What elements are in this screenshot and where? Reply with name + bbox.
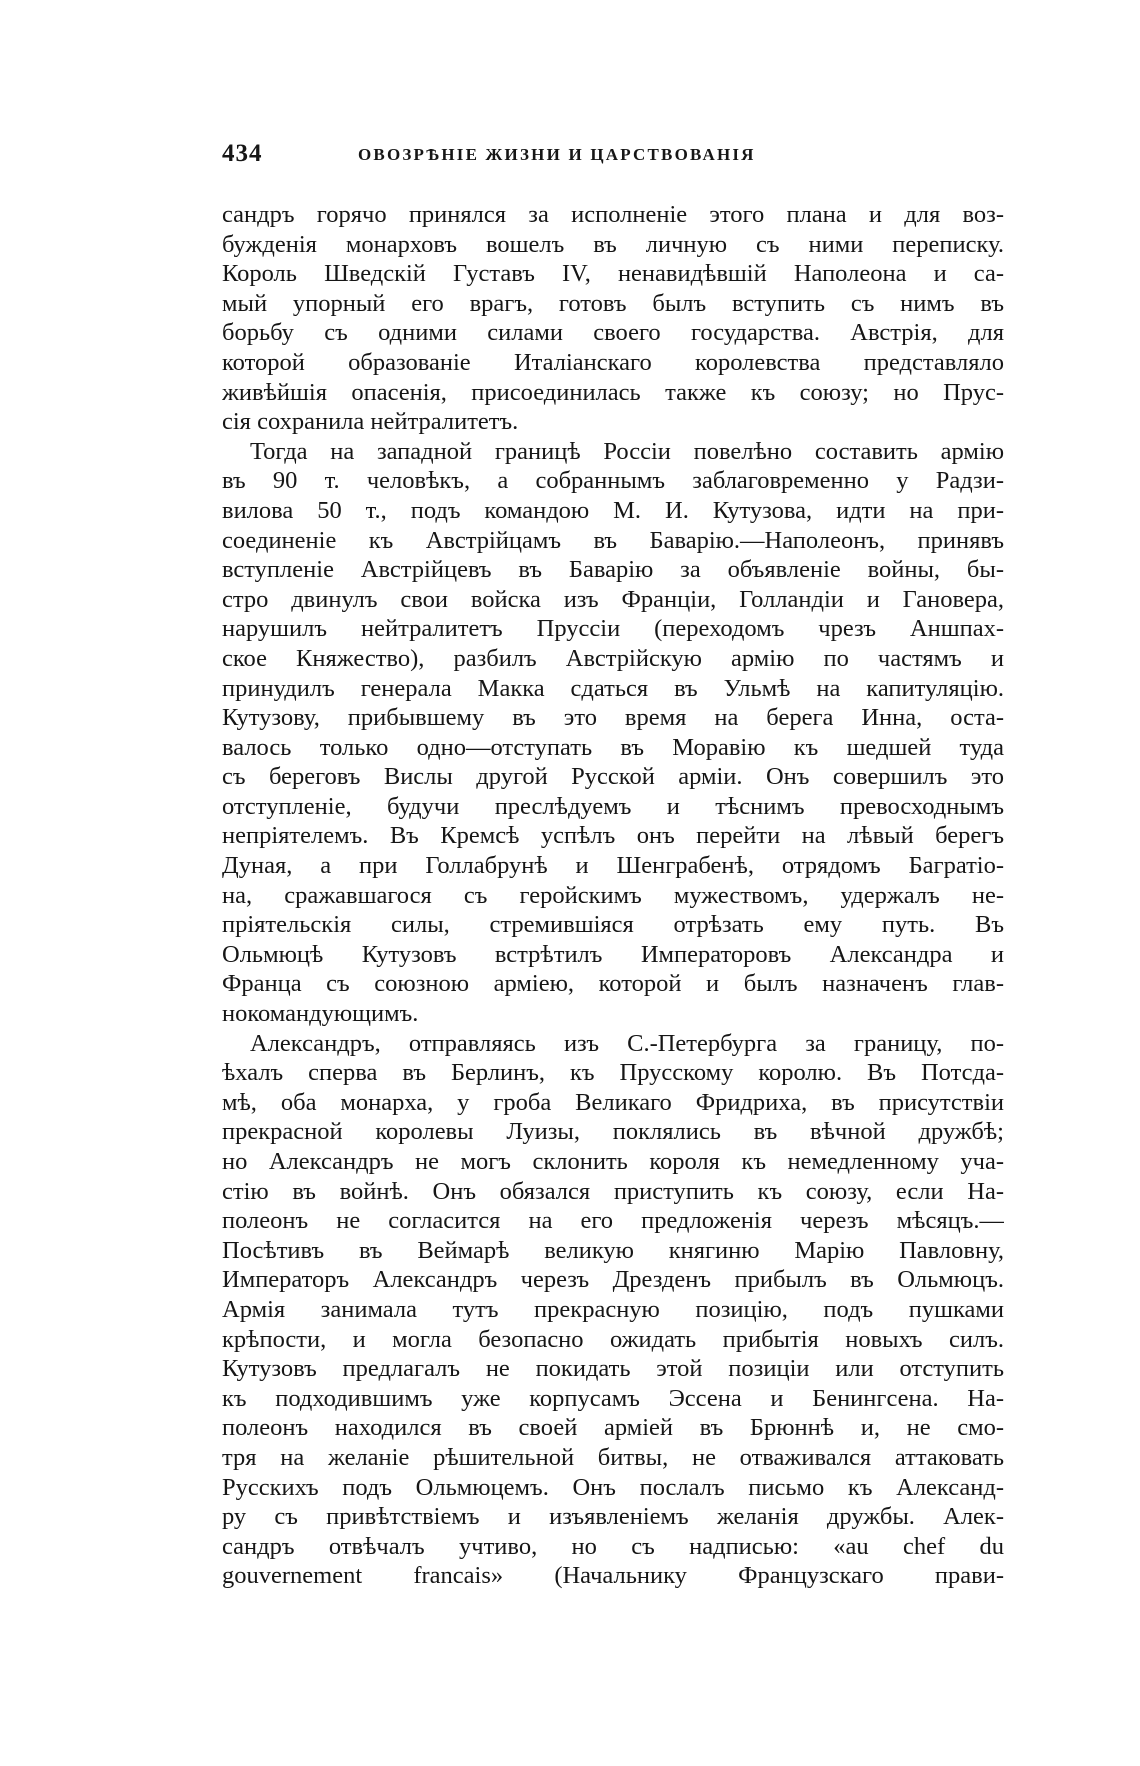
text-line: съ береговъ Вислы другой Русской арміи. Онъ совершилъ это [222,763,1004,791]
text-line: Императоръ Александръ черезъ Дрезденъ прибылъ въ Ольмюцъ. [222,1266,1004,1294]
text-line: принудилъ генерала Макка сдаться въ Ульмѣ на капитуляцію. [222,674,1004,702]
text-line: Тогда на западной границѣ Россіи повелѣно составить армію [250,437,1004,465]
text-line: Посѣтивъ въ Веймарѣ великую княгиню Марію Павловну, [222,1236,1004,1264]
text-line: но Александръ не могъ склонить короля къ немедленному уча- [222,1148,1004,1175]
text-line: вилова 50 т., подъ командою М. И. Кутузова, идти на при- [222,496,1004,524]
text-line: Кутузовъ предлагалъ не покидать этой позиціи или отступить [222,1355,1004,1383]
text-line: бужденія монарховъ вошелъ въ личную съ ними переписку. [222,230,1004,258]
text-line: полеонъ находился въ своей арміей въ Брюннѣ и, не смо- [222,1414,1004,1442]
running-header [222,140,1002,174]
text-line: соединеніе къ Австрійцамъ въ Баварію.—Наполеонъ, принявъ [222,526,1004,554]
text-line: Александръ, отправляясь изъ С.-Петербурга за границу, по- [250,1029,1004,1057]
text-line: Король Шведскій Густавъ IV, ненавидѣвшій Наполеона и са- [222,260,1004,288]
text-line: нарушилъ нейтралитетъ Пруссіи (переходомъ чрезъ Аншпах- [222,615,1004,643]
text-line: которой образованіе Италіанскаго королевства представляло [222,348,1004,376]
text-line: непріятелемъ. Въ Кремсѣ успѣлъ онъ перейти на лѣвый берегъ [222,822,1004,850]
text-line: полеонъ не согласится на его предложенія черезъ мѣсяцъ.— [222,1207,1004,1235]
text-line: пріятельскія силы, стремившіяся отрѣзать ему путь. Въ [222,911,1004,939]
text-line: прекрасной королевы Луизы, поклялись въ вѣчной дружбѣ; [222,1118,1004,1146]
text-line: gouvernement francais» (Начальнику Французскаго прави- [222,1562,1004,1590]
text-line: тря на желаніе рѣшительной битвы, не отваживался аттаковать [222,1443,1004,1471]
text-line: сандръ горячо принялся за исполненіе этого плана и для воз- [222,201,1004,228]
text-line: Армія занимала тутъ прекрасную позицію, подъ пушками [222,1295,1004,1323]
text-line: Дуная, а при Голлабрунѣ и Шенграбенѣ, отрядомъ Багратіо- [222,852,1004,880]
text-line: сандръ отвѣчалъ учтиво, но съ надписью: «au chef du [222,1532,1004,1560]
running-title: ОВОЗРѢНІЕ ЖИЗНИ И ЦАРСТВОВАНІЯ [358,145,756,164]
text-line: Франца съ союзною арміею, которой и былъ назначенъ глав- [222,970,1004,998]
text-line: къ подходившимъ уже корпусамъ Эссена и Бенингсена. На- [222,1384,1004,1412]
text-line: ѣхалъ сперва въ Берлинъ, къ Прусскому королю. Въ Потсда- [222,1059,1004,1087]
text-line: отступленіе, будучи преслѣдуемъ и тѣснимъ превосходнымъ [222,792,1004,820]
text-line: сія сохранила нейтралитетъ. [222,408,519,436]
text-line: ское Княжество), разбилъ Австрійскую армію по частямъ и [222,644,1004,672]
text-line: крѣпости, и могла безопасно ожидать прибытія новыхъ силъ. [222,1325,1004,1353]
text-line: стро двинулъ свои войска изъ Франціи, Голландіи и Гановера, [222,585,1004,613]
text-line: валось только одно—отступать въ Моравію къ шедшей туда [222,733,1004,761]
text-line: Русскихъ подъ Ольмюцемъ. Онъ послалъ письмо къ Александ- [222,1473,1004,1501]
text-line: на, сражавшагося съ геройскимъ мужествомъ, удержалъ не- [222,881,1004,909]
body-text [222,200,1004,1591]
text-line: живѣйшія опасенія, присоединилась также къ союзу; но Прус- [222,378,1004,406]
page-number: 434 [222,140,263,167]
text-line: вступленіе Австрійцевъ въ Баварію за объявленіе войны, бы- [222,556,1004,584]
text-line: мѣ, оба монарха, у гроба Великаго Фридриха, въ присутствіи [222,1088,1004,1116]
text-line: Кутузову, прибывшему въ это время на берега Инна, оста- [222,704,1004,732]
text-line: мый упорный его врагъ, готовъ былъ вступить съ нимъ въ [222,289,1004,317]
text-line: борьбу съ одними силами своего государства. Австрія, для [222,319,1004,347]
text-line: стію въ войнѣ. Онъ обязался приступить къ союзу, если На- [222,1177,1004,1205]
text-line: въ 90 т. человѣкъ, а собраннымъ заблаговременно у Радзи- [222,467,1004,495]
text-line: Ольмюцѣ Кутузовъ встрѣтилъ Императоровъ Александра и [222,940,1004,968]
text-line: ру съ привѣтствіемъ и изъявленіемъ желанія дружбы. Алек- [222,1503,1004,1531]
text-line: нокомандующимъ. [222,1000,419,1028]
